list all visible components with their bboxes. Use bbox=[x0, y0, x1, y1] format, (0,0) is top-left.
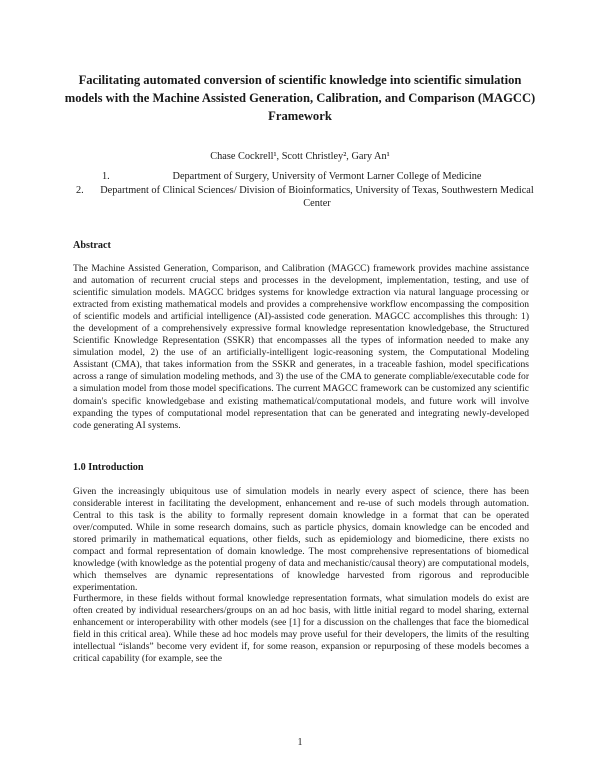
affiliation-number: 2. bbox=[76, 184, 84, 196]
affiliation-text: Department of Surgery, University of Vermont Larner College of Medicine bbox=[172, 171, 482, 182]
paper-title: Facilitating automated conversion of scientific knowledge into scientific simulation models with the Machine Assisted Generation, Calibration, and Comparison (MAGCC) Framework bbox=[64, 73, 536, 123]
abstract-paragraph: The Machine Assisted Generation, Comparison, and Calibration (MAGCC) framework provides machine assistance and automation of recurrent crucial steps and processes in the development, implementation, testing, and use of scientific simulation models. MAGCC bridges systems for knowledge extraction via natural language processing or extracted from existing mathematical models and provides a comprehensive workflow encompassing the composition of scientific models and artificial intelligence (AI)-assisted code generation. MAGCC accomplishes this through: 1) the development of a comprehensively expressive formal knowledge representation knowledgebase, the Structured Scientific Knowledge Representation (SSKR) that encompasses all the types of information needed to make any simulation model, 2) the use of an artificially-intelligent logic-reasoning system, the Computational Modeling Assistant (CMA), that takes information from the SSKR and generates, in a traceable fashion, model specifications across a range of simulation modeling methods, and 3) the use of the CMA to generate compliable/executable code for a simulation model from those model specifications. The current MAGCC framework can be customized any scientific domain's specific knowledgebase and existing mathematical/computational models, and future work will involve expanding the types of computational model representation that can be generated and integrating newly-developed code generating AI systems. bbox=[73, 263, 529, 431]
affiliation-number: 1. bbox=[102, 171, 110, 182]
abstract-heading: Abstract bbox=[73, 240, 111, 251]
author-list: Chase Cockrell¹, Scott Christley², Gary An¹ bbox=[210, 151, 390, 162]
affiliation-text: Department of Clinical Sciences/ Division of Bioinformatics, University of Texas, Southwestern Medical Center bbox=[100, 184, 534, 209]
affiliation-2 bbox=[60, 184, 540, 211]
introduction-paragraph-1: Given the increasingly ubiquitous use of simulation models in nearly every aspect of science, there has been considerable interest in facilitating the development, enhancement and re-use of such models through automation. Central to this task is the ability to formally represent domain knowledge in a format that can be operated over/computed. While in some research domains, such as particle physics, domain knowledge can be encoded and stored primarily in mathematical equations, other fields, such as epidemiology and biomedicine, there exists no compact and formal representation of domain knowledge. The most comprehensive representations of biomedical knowledge (with knowledge as the potential progeny of data and mechanistic/causal theory) are computational models, which themselves are dynamic representations of knowledge harvested from rigorous and reproducible experimentation. bbox=[73, 486, 529, 594]
affiliation-list bbox=[60, 170, 540, 211]
page-number: 1 bbox=[297, 737, 303, 748]
section-heading-introduction: 1.0 Introduction bbox=[73, 462, 144, 473]
introduction-paragraph-2: Furthermore, in these fields without formal knowledge representation formats, what simulation models do exist are often created by individual researchers/groups on an ad hoc basis, with little initial regard to model sharing, external enhancement or interoperability with other models (see [1] for a discussion on the challenges that face the biomedical field in this critical area). While these ad hoc models may prove useful for their developers, the limits of the resulting intellectual “islands” become very evident if, for some reason, expansion or repurposing of these models becomes a critical capability (for example, see the bbox=[73, 593, 529, 665]
affiliation-1 bbox=[60, 170, 540, 184]
